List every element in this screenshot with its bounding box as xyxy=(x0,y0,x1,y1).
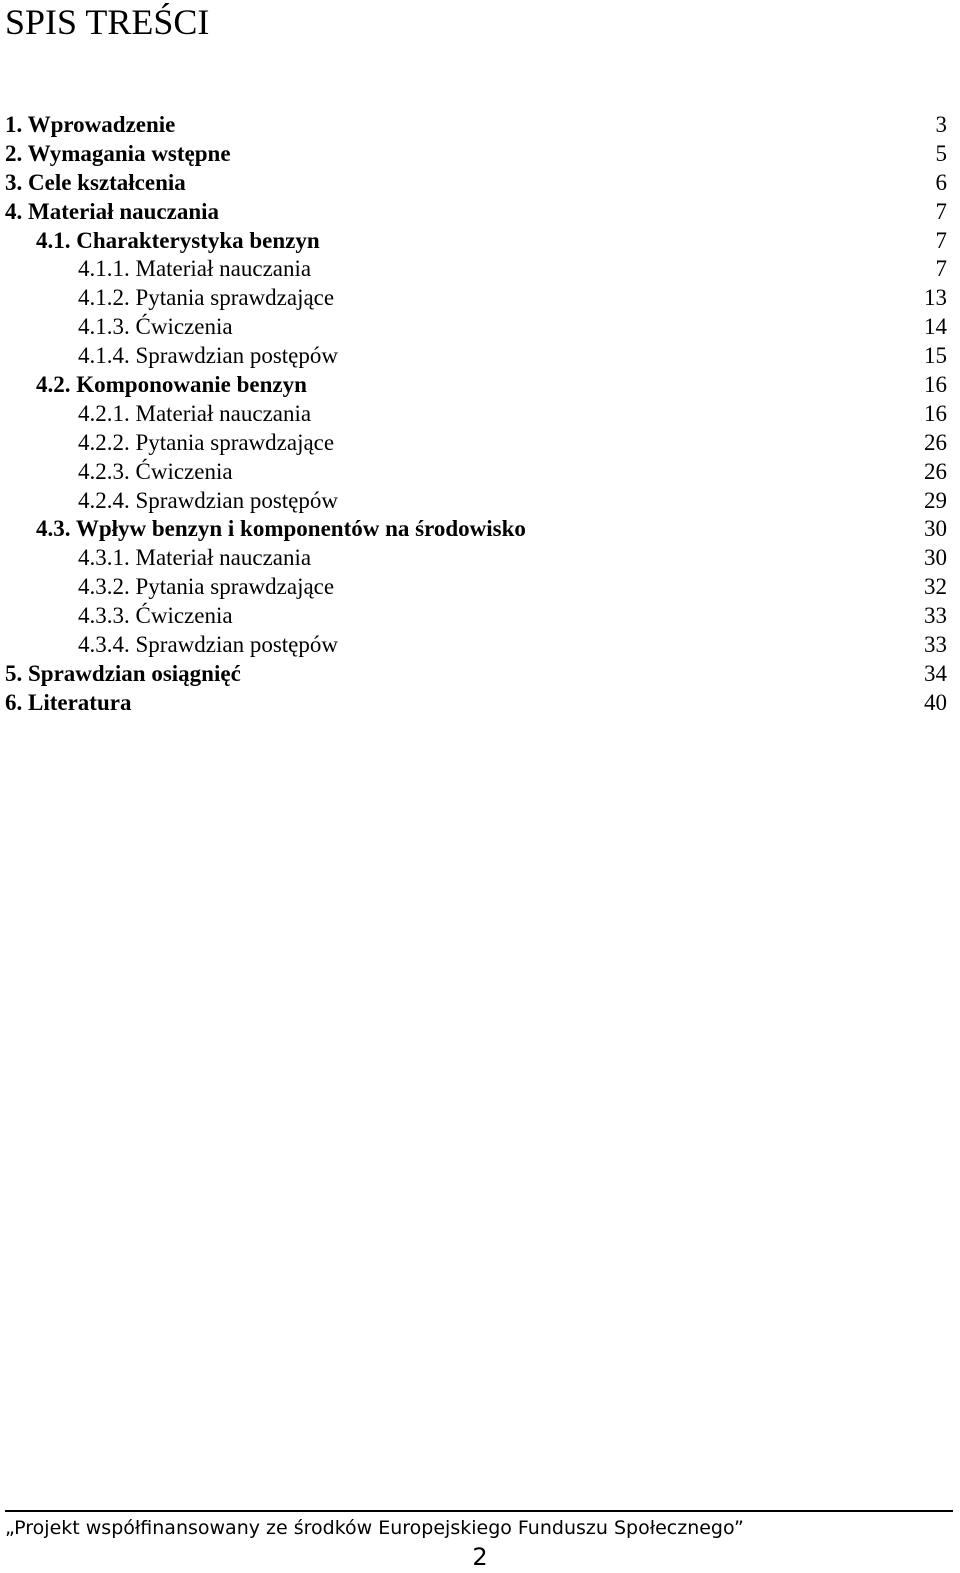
toc-entry-label: 4.1.2. Pytania sprawdzające xyxy=(78,285,335,311)
toc-entry-page: 6 xyxy=(935,169,947,195)
toc-entry-page: 7 xyxy=(935,256,947,282)
toc-entry[interactable] xyxy=(0,602,960,631)
toc-entry-label: 4.1.4. Sprawdzian postępów xyxy=(78,343,338,369)
toc-entry-label: 3. Cele kształcenia xyxy=(5,169,186,195)
toc-entry[interactable] xyxy=(0,140,960,169)
footer-text: „Projekt współfinansowany ze środków Europejskiego Funduszu Społecznego” xyxy=(5,1517,744,1539)
toc-entry-label: 4. Materiał nauczania xyxy=(5,198,219,224)
page-title: SPIS TREŚCI xyxy=(5,2,210,42)
toc-entry-page: 33 xyxy=(924,603,947,629)
toc-entry-page: 7 xyxy=(935,198,947,224)
toc-entry-label: 4.1. Charakterystyka benzyn xyxy=(36,227,320,253)
toc-entry-label: 5. Sprawdzian osiągnięć xyxy=(5,660,241,686)
toc-entry-label: 6. Literatura xyxy=(5,689,132,715)
toc-entry-label: 4.3.1. Materiał nauczania xyxy=(78,545,312,571)
toc-entry-page: 30 xyxy=(924,516,947,542)
toc-entry-page: 16 xyxy=(924,400,947,426)
toc-entry-page: 29 xyxy=(924,487,947,513)
toc-entry[interactable] xyxy=(0,169,960,198)
toc-entry[interactable] xyxy=(0,631,960,660)
toc-entry[interactable] xyxy=(0,400,960,429)
toc-entry[interactable] xyxy=(0,284,960,313)
toc-entry-label: 4.3.2. Pytania sprawdzające xyxy=(78,574,335,600)
toc-entry[interactable] xyxy=(0,313,960,342)
toc-entry[interactable] xyxy=(0,487,960,516)
toc-entry-label: 4.3. Wpływ benzyn i komponentów na środowisko xyxy=(36,516,526,542)
toc-entry[interactable] xyxy=(0,515,960,544)
toc-entry-page: 33 xyxy=(924,632,947,658)
toc-entry-page: 26 xyxy=(924,429,947,455)
table-of-contents xyxy=(0,111,960,718)
toc-entry-label: 4.2.4. Sprawdzian postępów xyxy=(78,487,338,513)
toc-entry[interactable] xyxy=(0,255,960,284)
toc-entry[interactable] xyxy=(0,198,960,227)
page-number: 2 xyxy=(472,1543,488,1571)
toc-entry[interactable] xyxy=(0,429,960,458)
toc-entry[interactable] xyxy=(0,227,960,256)
toc-entry-label: 4.2.2. Pytania sprawdzające xyxy=(78,429,335,455)
toc-entry[interactable] xyxy=(0,371,960,400)
toc-entry-label: 4.2.1. Materiał nauczania xyxy=(78,400,312,426)
toc-entry-page: 3 xyxy=(935,112,947,137)
toc-entry-label: 4.3.4. Sprawdzian postępów xyxy=(78,632,338,658)
toc-entry[interactable] xyxy=(0,111,960,140)
toc-entry[interactable] xyxy=(0,342,960,371)
footer-divider xyxy=(5,1510,953,1512)
toc-entry-page: 16 xyxy=(924,372,947,398)
toc-entry-label: 4.1.1. Materiał nauczania xyxy=(78,256,312,282)
toc-entry[interactable] xyxy=(0,660,960,689)
toc-entry-label: 1. Wprowadzenie xyxy=(5,112,176,137)
toc-entry-page: 5 xyxy=(935,140,947,166)
toc-entry[interactable] xyxy=(0,544,960,573)
toc-entry-page: 34 xyxy=(924,660,947,686)
toc-entry-label: 4.1.3. Ćwiczenia xyxy=(78,314,233,340)
toc-entry-page: 7 xyxy=(935,227,947,253)
toc-entry-label: 4.3.3. Ćwiczenia xyxy=(78,603,233,629)
toc-entry-page: 32 xyxy=(924,574,947,600)
toc-entry-page: 15 xyxy=(924,343,947,369)
toc-entry-label: 4.2. Komponowanie benzyn xyxy=(36,372,307,398)
toc-entry-page: 26 xyxy=(924,458,947,484)
toc-entry[interactable] xyxy=(0,689,960,718)
toc-entry[interactable] xyxy=(0,458,960,487)
toc-entry-page: 30 xyxy=(924,545,947,571)
toc-entry-label: 2. Wymagania wstępne xyxy=(5,140,231,166)
toc-entry-page: 40 xyxy=(924,689,947,715)
toc-entry[interactable] xyxy=(0,573,960,602)
toc-entry-page: 14 xyxy=(924,314,947,340)
toc-entry-label: 4.2.3. Ćwiczenia xyxy=(78,458,233,484)
toc-entry-page: 13 xyxy=(924,285,947,311)
